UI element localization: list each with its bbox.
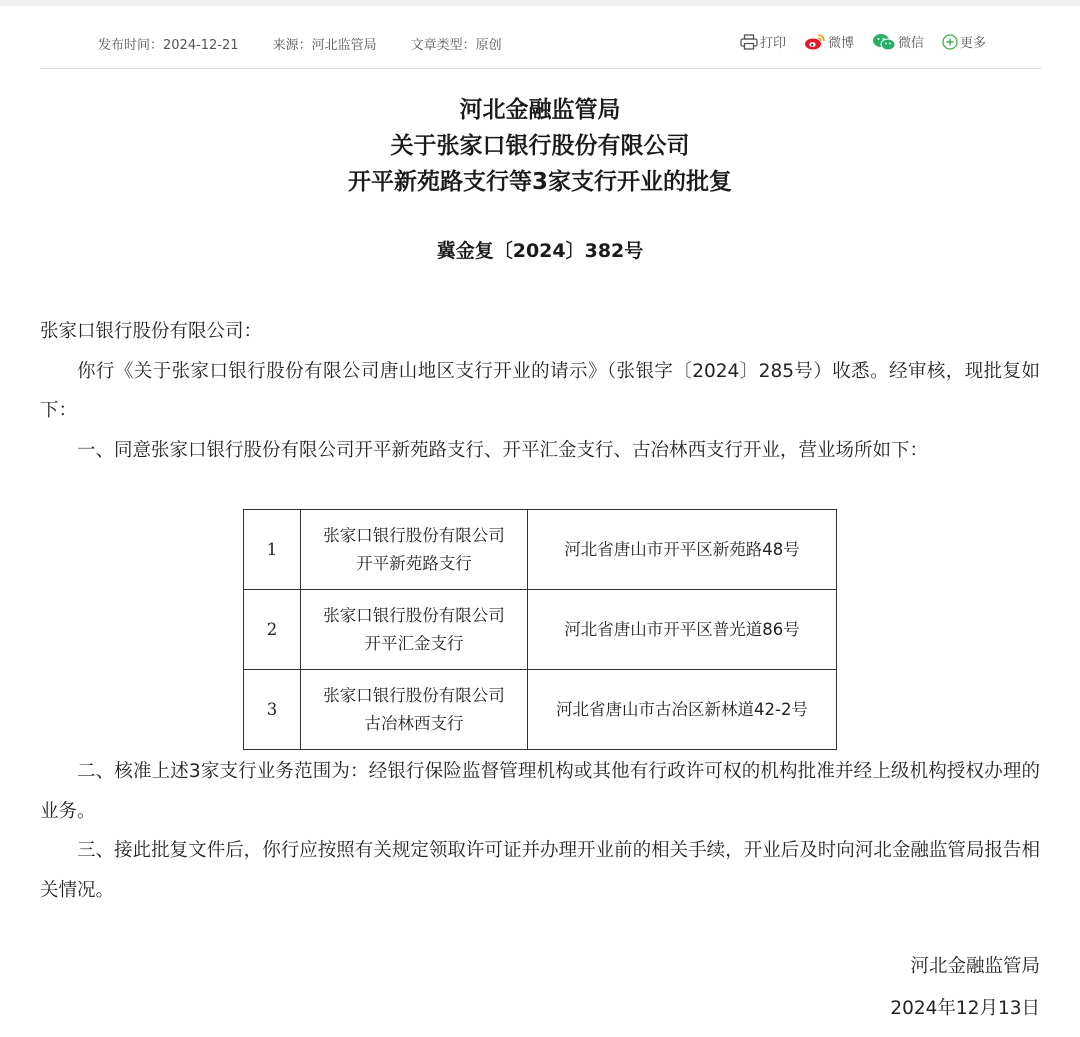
wechat-icon <box>872 33 896 51</box>
branch-sub-name: 古冶林西支行 <box>364 713 464 733</box>
header-divider <box>40 68 1041 69</box>
article-meta-bar <box>40 28 1040 58</box>
more-label: 更多 <box>959 36 986 51</box>
paragraph-item-3: 三、接此批复文件后，你行应按照有关规定领取许可证并办理开业前的相关手续，开业后及时向河北金融监管局报告相关情况。 <box>40 840 1040 901</box>
document-title <box>0 92 1080 200</box>
title-line-2: 关于张家口银行股份有限公司 <box>390 133 690 159</box>
wechat-label: 微信 <box>897 36 924 51</box>
article-type-value: 原创 <box>475 38 502 53</box>
branch-sub-name: 开平新苑路支行 <box>356 553 472 573</box>
branch-bank-name: 张家口银行股份有限公司 <box>323 525 505 545</box>
paragraph-item-1: 一、同意张家口银行股份有限公司开平新苑路支行、开平汇金支行、古冶林西支行开业，营业场所如下： <box>77 439 929 461</box>
plus-circle-icon <box>942 34 958 50</box>
publish-time <box>98 34 239 53</box>
table-row <box>244 510 837 590</box>
top-bar <box>0 0 1080 6</box>
share-toolbar <box>740 32 986 51</box>
article-type <box>411 34 502 53</box>
branch-address: 河北省唐山市开平区普光道86号 <box>528 590 837 670</box>
branch-bank-name: 张家口银行股份有限公司 <box>323 605 505 625</box>
print-icon <box>740 34 758 50</box>
title-line-1: 河北金融监管局 <box>459 97 621 123</box>
paragraph-intro: 你行《关于张家口银行股份有限公司唐山地区支行开业的请示》（张银字〔2024〕285号）收悉。经审核，现批复如下： <box>40 360 1040 421</box>
print-label: 打印 <box>759 36 786 51</box>
weibo-icon <box>804 33 826 51</box>
table-row <box>244 670 837 750</box>
signature-date: 2024年12月13日 <box>890 998 1040 1019</box>
branch-name <box>301 510 528 590</box>
branch-bank-name: 张家口银行股份有限公司 <box>323 685 505 705</box>
branch-name <box>301 590 528 670</box>
more-share-button[interactable] <box>942 32 986 51</box>
source <box>273 34 377 53</box>
branch-number: 3 <box>244 670 301 750</box>
article-meta <box>98 34 536 53</box>
branch-address: 河北省唐山市古冶区新林道42-2号 <box>528 670 837 750</box>
branches-table <box>243 509 837 750</box>
weibo-label: 微博 <box>827 36 854 51</box>
article-type-label: 文章类型： <box>410 38 476 53</box>
branch-name <box>301 670 528 750</box>
publish-time-value: 2024-12-21 <box>163 38 239 53</box>
recipient: 张家口银行股份有限公司： <box>40 321 263 342</box>
branch-address: 河北省唐山市开平区新苑路48号 <box>528 510 837 590</box>
publish-time-label: 发布时间： <box>98 38 164 53</box>
source-value: 河北监管局 <box>311 38 377 53</box>
document-number: 冀金复〔2024〕382号 <box>436 240 644 262</box>
document-body-bottom <box>40 752 1040 910</box>
document-body-top <box>40 312 1040 470</box>
weibo-share-button[interactable] <box>804 32 854 51</box>
branch-sub-name: 开平汇金支行 <box>364 633 464 653</box>
print-button[interactable] <box>740 32 786 51</box>
paragraph-item-2: 二、核准上述3家支行业务范围为：经银行保险监督管理机构或其他有行政许可权的机构批准并经上级机构授权办理的业务。 <box>40 761 1040 822</box>
table-row <box>244 590 837 670</box>
signature-org: 河北金融监管局 <box>910 956 1040 977</box>
wechat-share-button[interactable] <box>872 32 924 51</box>
branch-number: 1 <box>244 510 301 590</box>
branch-number: 2 <box>244 590 301 670</box>
source-label: 来源： <box>272 38 312 53</box>
title-line-3: 开平新苑路支行等3家支行开业的批复 <box>347 169 732 195</box>
